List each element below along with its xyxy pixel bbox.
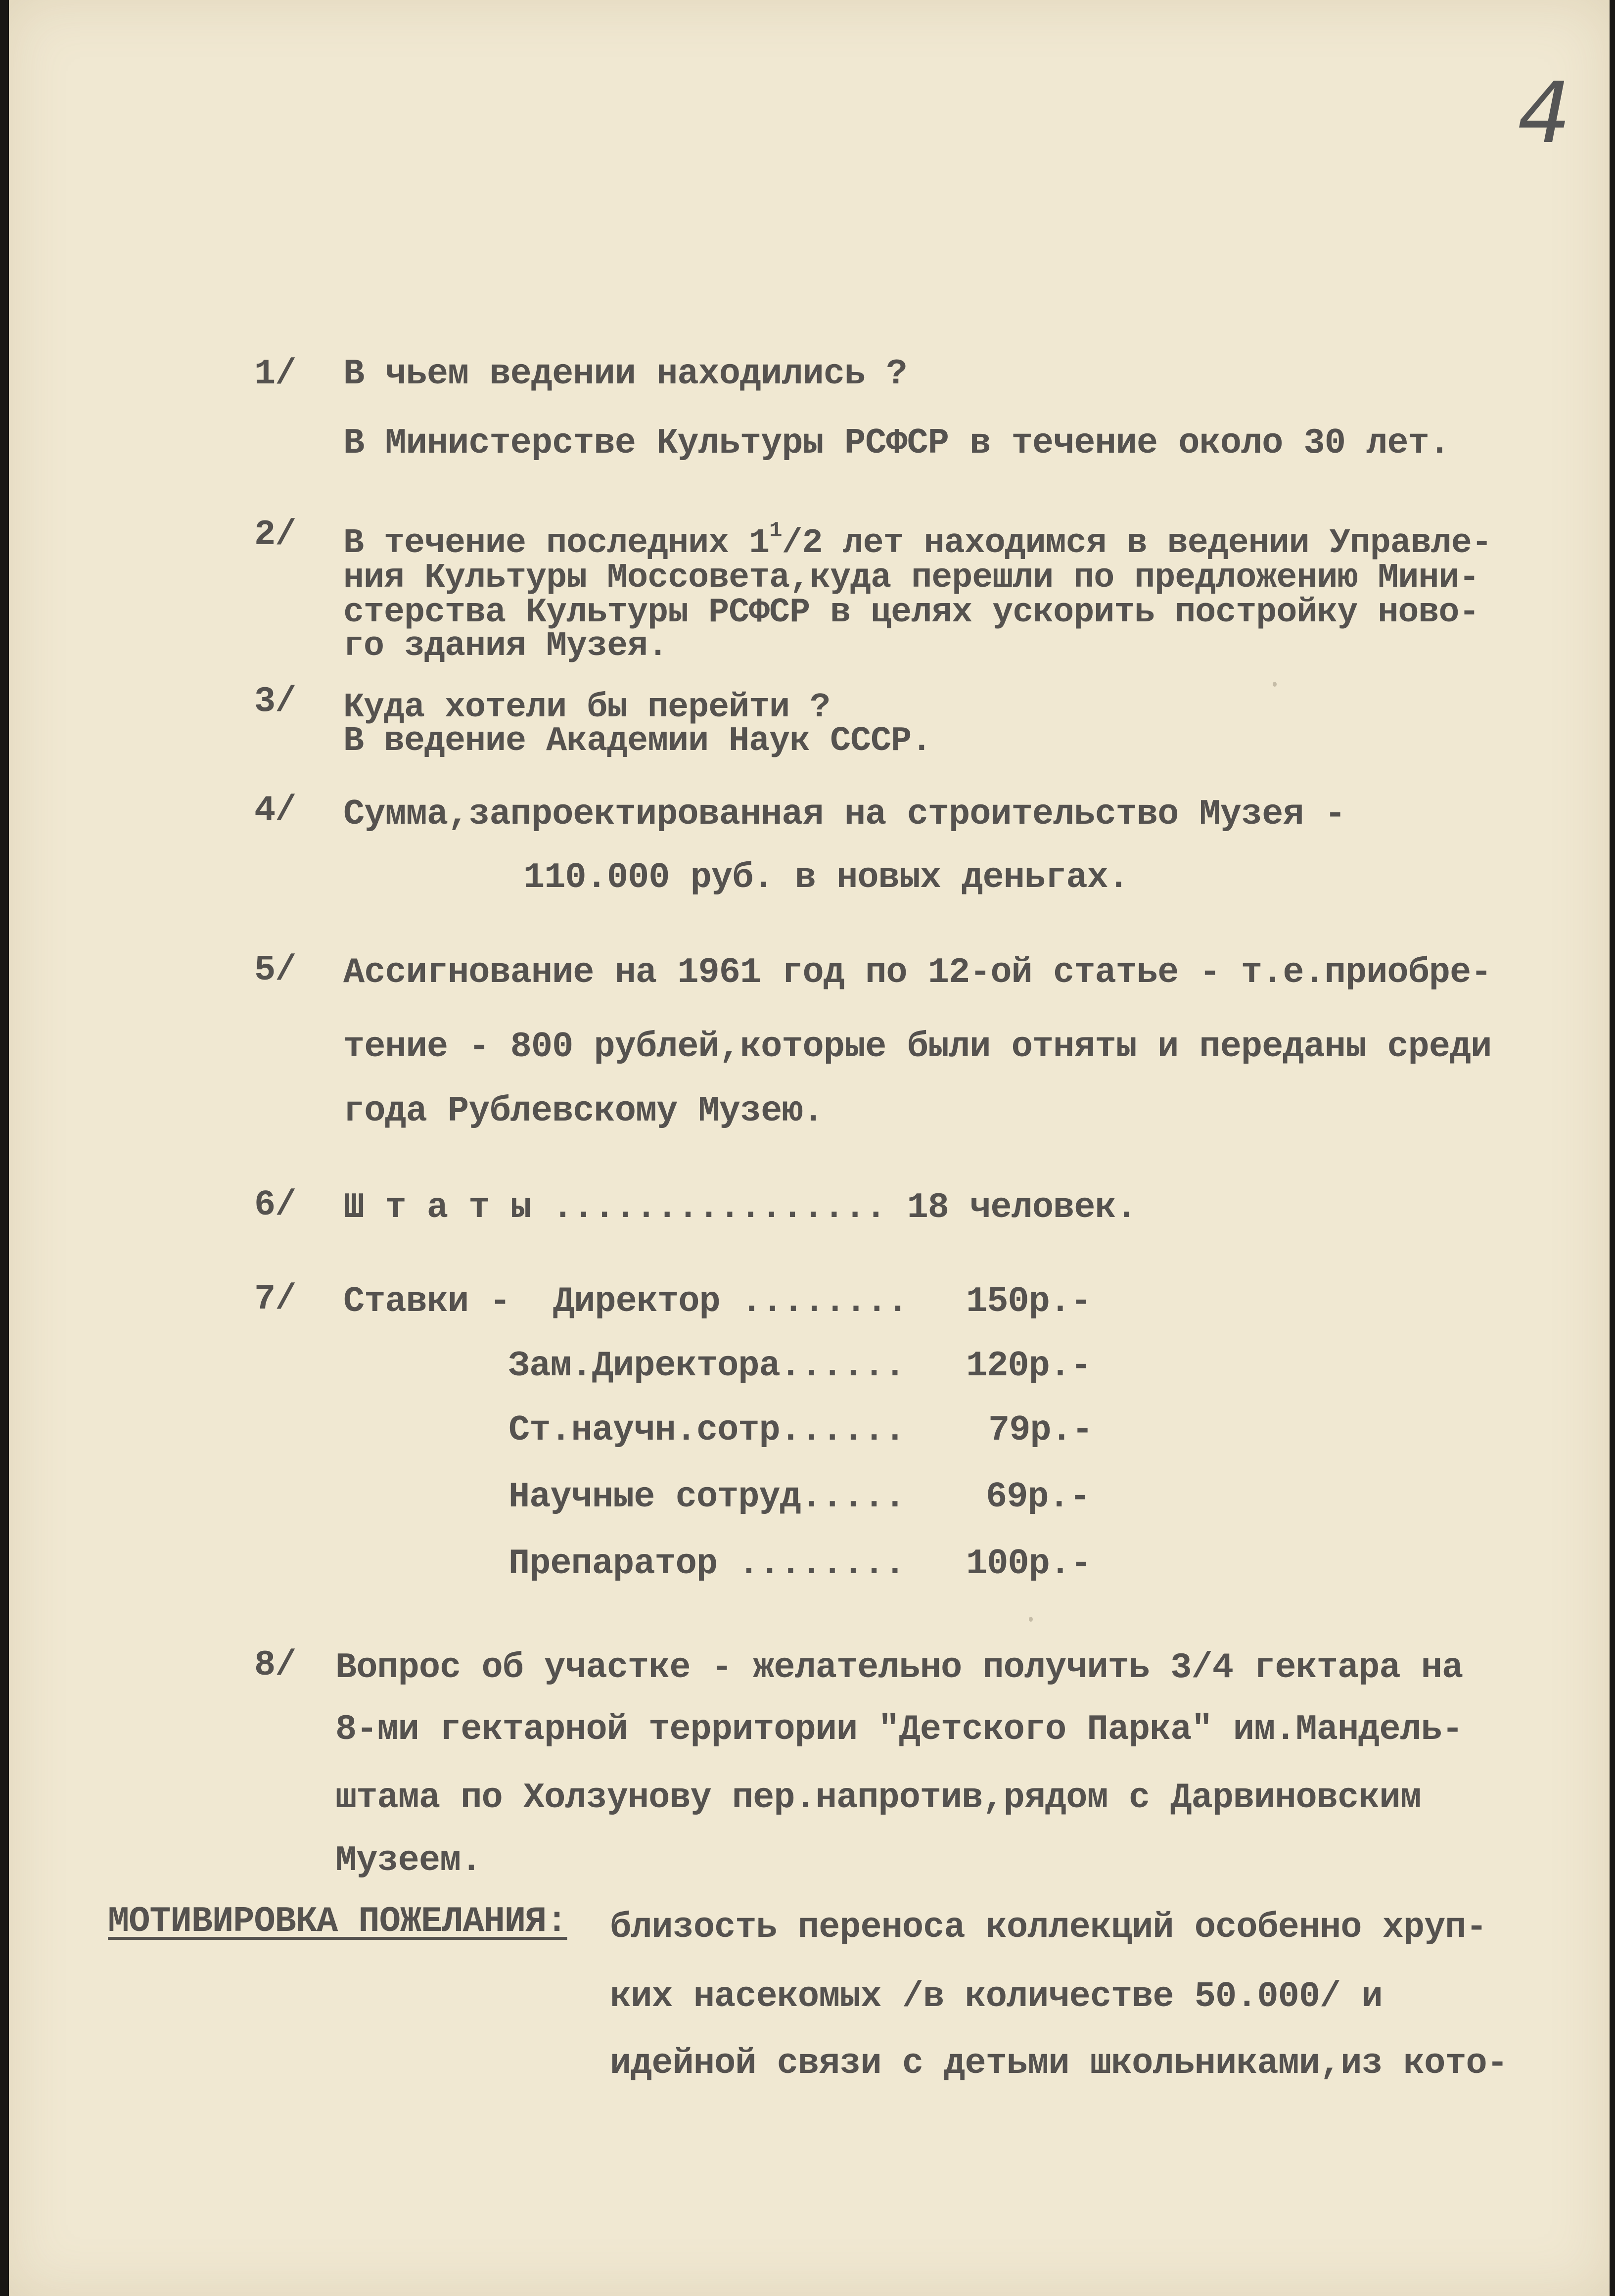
rate-post: Зам.Директора...... [508, 1346, 905, 1386]
item-2-line-3: стерства Культуры РСФСР в целях ускорить постройку ново- [343, 593, 1479, 632]
rate-amount: 79р.- [988, 1410, 1093, 1451]
item-2-line-4: го здания Музея. [343, 627, 668, 666]
item-5-line-3: года Рублевскому Музею. [343, 1091, 824, 1131]
motivation-heading: МОТИВИРОВКА ПОЖЕЛАНИЯ: [108, 1901, 567, 1942]
item-2-number: 2/ [254, 515, 296, 555]
item-6-number: 6/ [254, 1185, 296, 1225]
item-4-line-1: Сумма,запроектированная на строительство Музея - [343, 794, 1345, 835]
item-5-line-2: тение - 800 рублей,которые были отняты и переданы среди [343, 1027, 1492, 1067]
item-8-line-1: Вопрос об участке - желательно получить 3/4 гектара на [335, 1647, 1463, 1688]
item-8-line-4: Музеем. [335, 1840, 482, 1881]
rate-amount: 100р.- [966, 1544, 1092, 1584]
rate-amount: 150р.- [966, 1281, 1092, 1322]
item-8-number: 8/ [254, 1645, 296, 1686]
rate-amount: 120р.- [966, 1346, 1092, 1386]
item-3-line-2: В ведение Академии Наук СССР. [343, 722, 932, 761]
item-7-number: 7/ [254, 1279, 296, 1319]
item-5-line-1: Ассигнование на 1961 год по 12-ой статье - т.е.приобре- [343, 952, 1492, 993]
page-number: 4 [1518, 64, 1571, 162]
fraction-superscript: 1 [769, 518, 782, 543]
item-4-number: 4/ [254, 790, 296, 831]
document-page [9, 0, 1610, 2296]
rate-post: Директор ........ [553, 1281, 908, 1322]
item-3-line-1: Куда хотели бы перейти ? [343, 688, 831, 727]
paper-speck [1029, 1617, 1033, 1622]
item-4-line-2: 110.000 руб. в новых деньгах. [523, 857, 1129, 898]
item-1-line-1: В чьем ведении находились ? [343, 354, 907, 394]
item-2-line-1: В течение последних $1^1/2$ лет находимся в ведении Управле- [343, 518, 1492, 563]
rate-post: Препаратор ........ [508, 1544, 905, 1584]
rate-post: Научные сотруд..... [508, 1477, 905, 1517]
rate-post: Ст.научн.сотр...... [508, 1410, 905, 1451]
item-8-line-2: 8-ми гектарной территории "Детского Парка" им.Мандель- [335, 1709, 1463, 1750]
item-2-line-2: ния Культуры Моссовета,куда перешли по предложению Мини- [343, 559, 1479, 598]
item-8-line-3: штама по Холзунову пер.напротив,рядом с Дарвиновским [335, 1778, 1421, 1818]
motivation-line-2: ких насекомых /в количестве 50.000/ и [610, 1976, 1383, 2017]
item-1-line-2: В Министерстве Культуры РСФСР в течение около 30 лет. [343, 423, 1450, 464]
motivation-line-3: идейной связи с детьми школьниками,из кото- [610, 2043, 1508, 2084]
motivation-line-1: близость переноса коллекций особенно хруп- [610, 1907, 1487, 1948]
paper-speck [1273, 682, 1277, 687]
item-1-number: 1/ [254, 354, 296, 394]
item-3-number: 3/ [254, 681, 296, 722]
rate-amount: 69р.- [986, 1477, 1091, 1517]
item-6-line-1: Ш т а т ы ................ 18 человек. [343, 1187, 1137, 1228]
item-5-number: 5/ [254, 950, 296, 990]
rates-label: Ставки - [343, 1281, 510, 1322]
